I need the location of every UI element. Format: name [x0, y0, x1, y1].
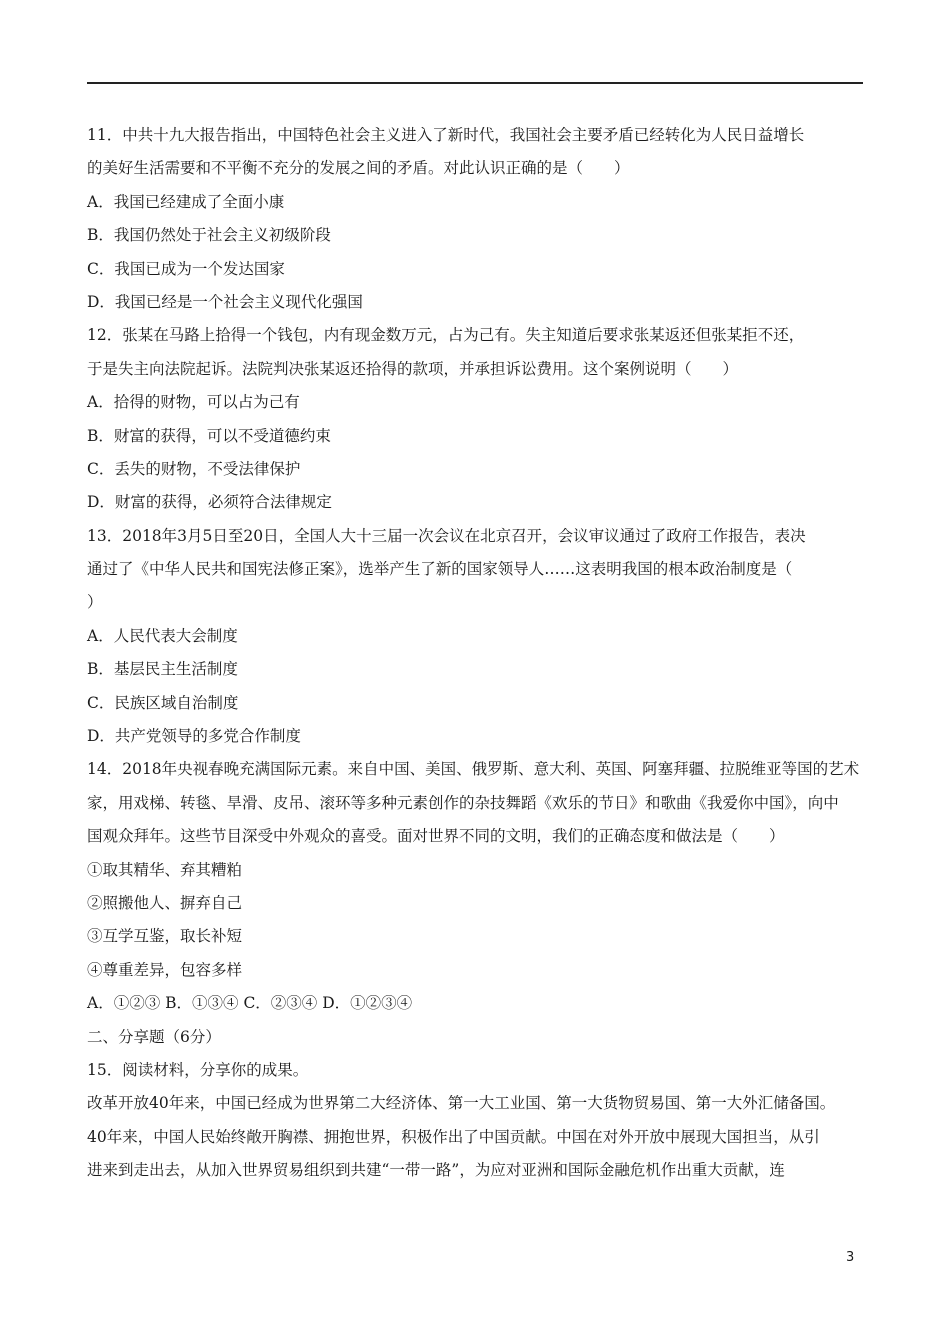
material-line-3: 进来到走出去，从加入世界贸易组织到共建“一带一路”，为应对亚洲和国际金融危机作出重大贡献，连	[87, 1161, 785, 1180]
q14-stem-line-2: 家，用戏梯、转毯、旱滑、皮吊、滚环等多种元素创作的杂技舞蹈《欢乐的节日》和歌曲《我爱你中国》，向中	[87, 793, 839, 812]
q14-statement-1: ①取其精华、弃其糟粕	[87, 860, 243, 879]
q15-prompt: 15．阅读材料，分享你的成果。	[87, 1060, 309, 1079]
q12-stem-line-2: 于是失主向法院起诉。法院判决张某返还拾得的款项，并承担诉讼费用。这个案例说明（ ）	[87, 359, 739, 378]
q14-statement-3: ③互学互鉴，取长补短	[87, 927, 243, 946]
q14-statement-4: ④尊重差异，包容多样	[87, 960, 243, 979]
q11-stem-line-1: 11．中共十九大报告指出，中国特色社会主义进入了新时代，我国社会主要矛盾已经转化为人民日益增长	[87, 126, 805, 144]
q11-option-a: A．我国已经建成了全面小康	[87, 192, 285, 211]
q12-option-a: A．拾得的财物，可以占为己有	[87, 393, 300, 412]
q13-option-c: C．民族区域自治制度	[87, 693, 239, 712]
section-heading: 二、分享题（6分）	[87, 1027, 221, 1046]
q14-stem-line-3: 国观众拜年。这些节目深受中外观众的喜受。面对世界不同的文明，我们的正确态度和做法是（ ）	[87, 827, 785, 846]
q11-option-d: D．我国已经是一个社会主义现代化强国	[87, 292, 363, 311]
q11-option-b: B．我国仍然处于社会主义初级阶段	[87, 226, 331, 245]
q12-option-b: B．财富的获得，可以不受道德约束	[87, 426, 331, 445]
q13-stem-line-3: ）	[87, 593, 103, 612]
q13-stem-line-2: 通过了《中华人民共和国宪法修正案》，选举产生了新的国家领导人……这表明我国的根本政治制度是（	[87, 560, 793, 579]
material-line-2: 40年来，中国人民始终敞开胸襟、拥抱世界，积极作出了中国贡献。中国在对外开放中展现大国担当，从引	[87, 1127, 820, 1146]
q13-stem-line-1: 13．2018年3月5日至20日，全国人大十三届一次会议在北京召开，会议审议通过了政府工作报告，表决	[87, 526, 806, 545]
q14-statement-2: ②照搬他人、摒弃自己	[87, 893, 243, 912]
q11-stem-line-2: 的美好生活需要和不平衡不充分的发展之间的矛盾。对此认识正确的是（ ）	[87, 159, 630, 178]
q13-option-a: A．人民代表大会制度	[87, 626, 238, 645]
q14-answer-choices: A．①②③ B．①③④ C．②③④ D．①②③④	[87, 994, 413, 1013]
q14-stem-line-1: 14．2018年央视春晚充满国际元素。来自中国、美国、俄罗斯、意大利、英国、阿塞拜疆、拉脱维亚等国的艺术	[87, 760, 860, 779]
page-number: 3	[846, 1250, 855, 1265]
header-rule	[87, 82, 863, 84]
q13-option-d: D．共产党领导的多党合作制度	[87, 727, 301, 746]
page-content	[87, 119, 877, 1188]
q13-option-b: B．基层民主生活制度	[87, 660, 238, 679]
q12-option-c: C．丢失的财物，不受法律保护	[87, 459, 301, 478]
material-line-1: 改革开放40年来，中国已经成为世界第二大经济体、第一大工业国、第一大货物贸易国、第一大外汇储备国。	[87, 1094, 836, 1113]
q11-option-c: C．我国已成为一个发达国家	[87, 259, 285, 278]
q12-stem-line-1: 12．张某在马路上拾得一个钱包，内有现金数万元，占为己有。失主知道后要求张某返还但张某拒不还，	[87, 326, 805, 345]
q12-option-d: D．财富的获得，必须符合法律规定	[87, 493, 332, 512]
